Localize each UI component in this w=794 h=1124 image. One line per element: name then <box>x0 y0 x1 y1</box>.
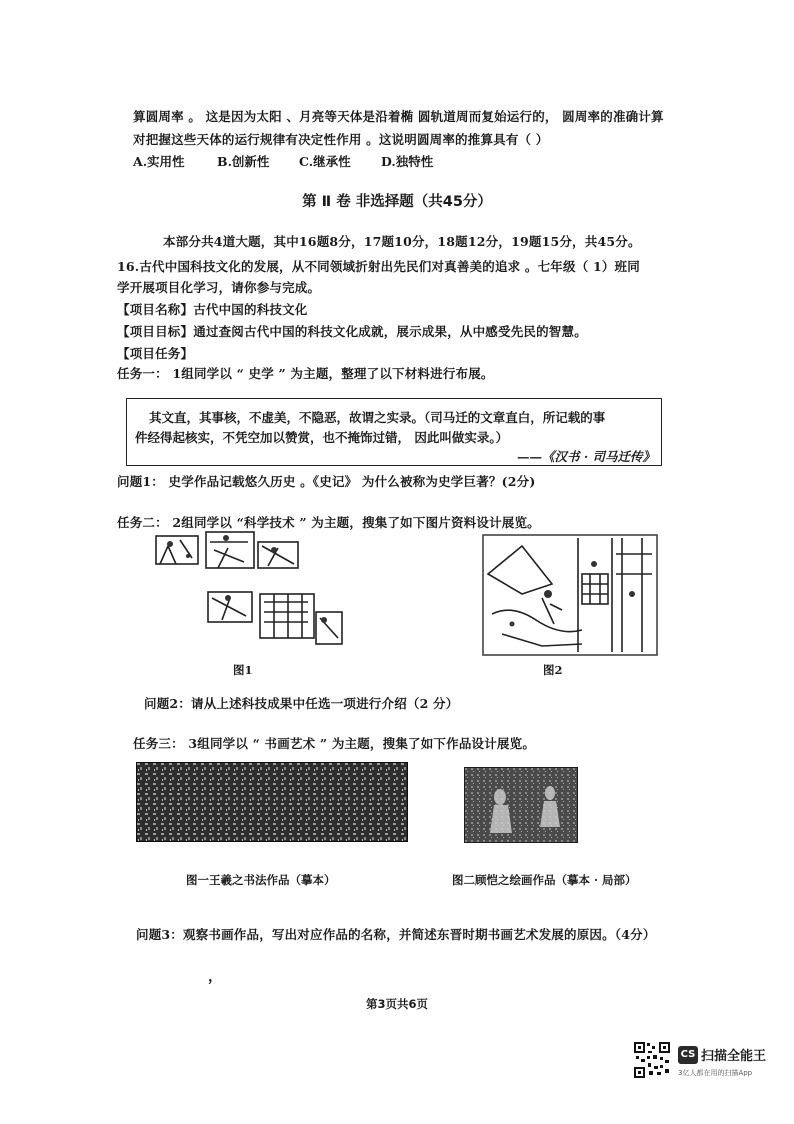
task-2: 任务二： 2组同学以 “科学技术 ” 为主题，搜集了如下图片资料设计展览。 <box>117 515 540 530</box>
option-d: D.独特性 <box>381 154 434 169</box>
stray-mark: ， <box>208 969 222 985</box>
page-number: 第3页共6页 <box>365 997 428 1011</box>
qr-code-icon <box>633 1041 671 1079</box>
cs-logo-icon: CS <box>678 1046 698 1064</box>
q16-line-1: 16.古代中国科技文化的发展，从不同领域折射出先民们对真善美的追求 。七年级（ 1）班同 <box>117 259 640 274</box>
painting-caption: 图二顾恺之绘画作品（摹本 · 局部） <box>452 873 637 887</box>
project-name: 【项目名称】古代中国的科技文化 <box>117 302 308 317</box>
project-goal: 【项目目标】通过查阅古代中国的科技文化成就，展示成果，从中感受先民的智慧。 <box>117 324 587 339</box>
figure-2-caption: 图2 <box>543 663 563 677</box>
calligraphy-image <box>136 762 408 842</box>
section-intro: 本部分共4道大题，其中16题8分，17题10分，18题12分，19题15分，共45分。 <box>163 234 641 249</box>
section-title: 第 Ⅱ 卷 非选择题（共45分） <box>302 194 492 210</box>
figure-1-caption: 图1 <box>233 663 253 677</box>
scanner-tagline: 3亿人都在用的扫描App <box>678 1069 753 1077</box>
figure-1-illustration <box>148 528 348 650</box>
figure-2-illustration <box>482 534 658 656</box>
quote-box <box>126 398 662 466</box>
option-b: B.创新性 <box>217 154 270 169</box>
question-3: 问题3：观察书画作品，写出对应作品的名称，并简述东晋时期书画艺术发展的原因。（4分） <box>136 927 656 942</box>
prev-question-line-1: 算圆周率 。 这是因为太阳 、月亮等天体是沿着椭 圆轨道周而复始运行的， 圆周率的准确计算 <box>133 109 664 124</box>
task-3: 任务三： 3组同学以 “ 书画艺术 ” 为主题，搜集了如下作品设计展览。 <box>133 736 536 751</box>
question-1: 问题1： 史学作品记载悠久历史 。《史记》 为什么被称为史学巨著？(2分) <box>117 474 536 489</box>
scanner-app-name: 扫描全能王 <box>701 1049 767 1064</box>
painting-image <box>464 767 578 843</box>
question-2: 问题2：请从上述科技成果中任选一项进行介绍（2 分） <box>144 696 459 711</box>
calligraphy-caption: 图一王羲之书法作品（摹本） <box>186 873 336 887</box>
task-1: 任务一： 1组同学以 “ 史学 ” 为主题，整理了以下材料进行布展。 <box>117 366 494 381</box>
quote-source: ——《汉书 · 司马迁传》 <box>517 449 656 464</box>
option-c: C.继承性 <box>299 154 351 169</box>
q16-line-2: 学开展项目化学习，请你参与完成。 <box>117 280 321 295</box>
quote-line-2: 件经得起核实，不凭空加以赞赏，也不掩饰过错， 因此叫做实录。） <box>135 430 509 445</box>
prev-question-line-2: 对把握这些天体的运行规律有决定性作用 。这说明圆周率的推算具有（ ） <box>133 132 549 147</box>
quote-line-1: 其文直，其事核，不虚美，不隐恶，故谓之实录。（司马迁的文章直白，所记载的事 <box>149 410 606 425</box>
option-a: A.实用性 <box>133 154 185 169</box>
project-tasks-heading: 【项目任务】 <box>117 346 194 361</box>
